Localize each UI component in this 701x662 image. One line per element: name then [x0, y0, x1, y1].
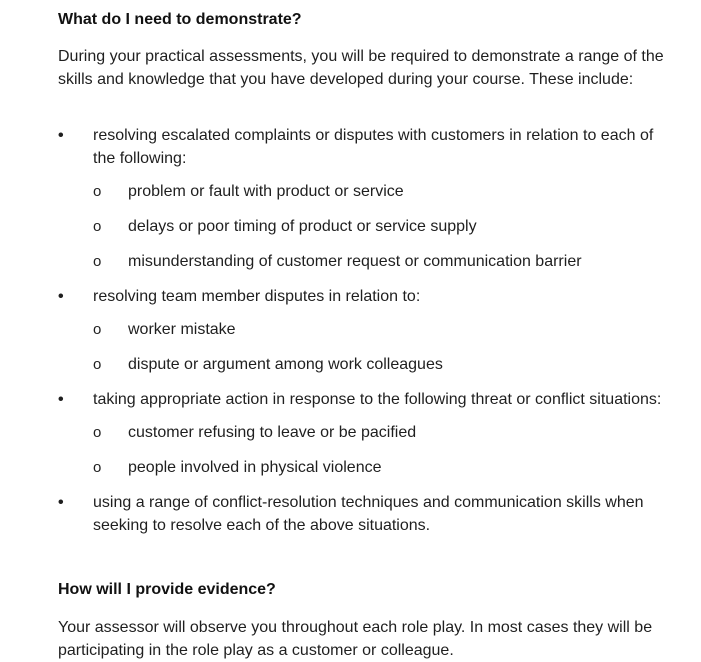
list-item	[58, 491, 678, 537]
sub-bullet-icon: o	[93, 218, 102, 235]
sub-list-item	[93, 180, 678, 203]
sub-list-item	[93, 421, 678, 444]
list-item-text: taking appropriate action in response to the following threat or conflict situations:	[93, 391, 662, 408]
bullet-icon: •	[58, 288, 64, 305]
sub-list-item	[93, 353, 678, 376]
sub-list-item-text: misunderstanding of customer request or communication barrier	[128, 253, 582, 270]
sub-list-item-text: dispute or argument among work colleagues	[128, 356, 443, 373]
sub-bullet-icon: o	[93, 253, 102, 270]
sub-list-item-text: customer refusing to leave or be pacified	[128, 424, 417, 441]
sub-list	[93, 180, 678, 273]
section-heading-evidence: How will I provide evidence?	[58, 581, 276, 598]
sub-list-item	[93, 318, 678, 341]
sub-bullet-icon: o	[93, 321, 102, 338]
sub-bullet-icon: o	[93, 424, 102, 441]
skills-list	[58, 124, 678, 537]
sub-list-item	[93, 215, 678, 238]
section-heading-demonstrate: What do I need to demonstrate?	[58, 11, 302, 28]
bullet-icon: •	[58, 494, 64, 511]
sub-list-item-text: people involved in physical violence	[128, 459, 382, 476]
sub-bullet-icon: o	[93, 459, 102, 476]
sub-list-item-text: worker mistake	[128, 321, 236, 338]
list-item-text: resolving escalated complaints or disputes with customers in relation to each of the following:	[93, 127, 654, 167]
evidence-paragraph: Your assessor will observe you throughout each role play. In most cases they will be participating in the role play as a customer or colleague.	[58, 619, 653, 659]
list-item	[58, 124, 678, 273]
sub-bullet-icon: o	[93, 183, 102, 200]
intro-paragraph: During your practical assessments, you will be required to demonstrate a range of the skills and knowledge that you have developed during your course. These include:	[58, 48, 664, 88]
bullet-icon: •	[58, 127, 64, 144]
list-item	[58, 388, 678, 479]
list-item-text: using a range of conflict-resolution techniques and communication skills when seeking to resolve each of the above situations.	[93, 494, 644, 534]
sub-bullet-icon: o	[93, 356, 102, 373]
sub-list-item-text: delays or poor timing of product or service supply	[128, 218, 477, 235]
sub-list-item	[93, 250, 678, 273]
list-item-text: resolving team member disputes in relation to:	[93, 288, 421, 305]
list-item	[58, 285, 678, 376]
sub-list	[93, 318, 678, 376]
bullet-icon: •	[58, 391, 64, 408]
sub-list-item-text: problem or fault with product or service	[128, 183, 404, 200]
sub-list-item	[93, 456, 678, 479]
sub-list	[93, 421, 678, 479]
